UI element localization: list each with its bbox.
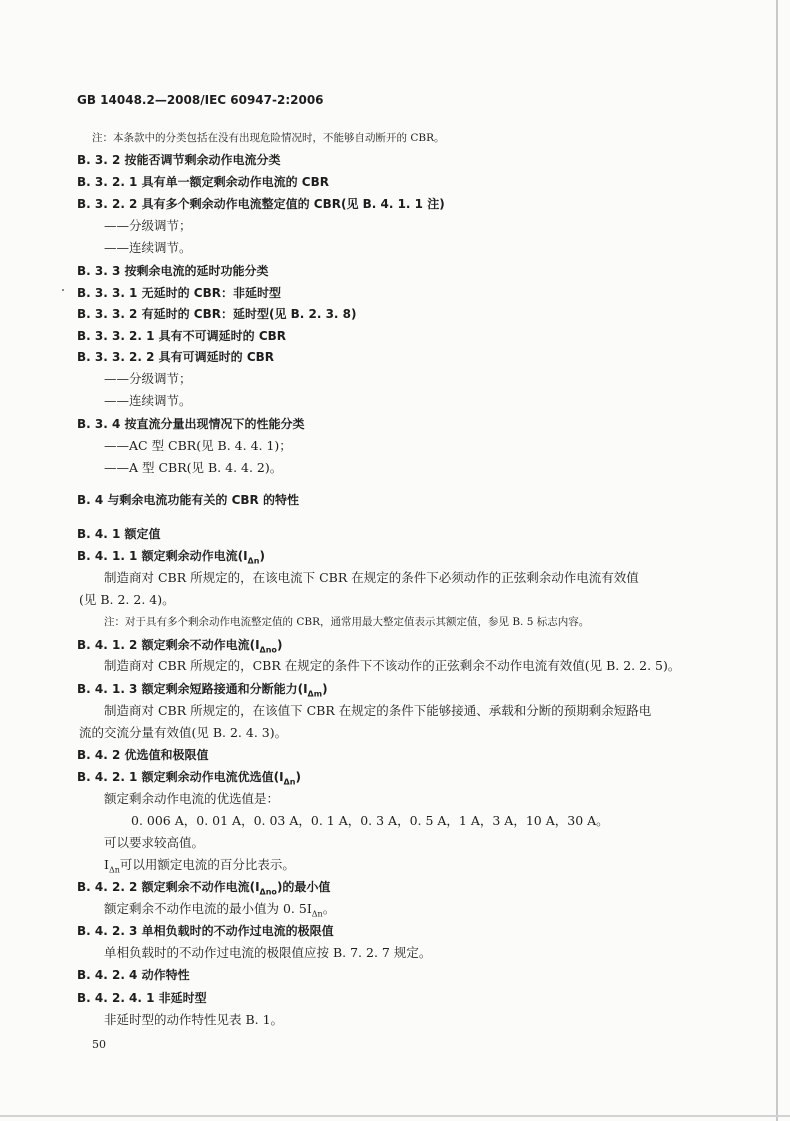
heading-b-3-2-1: B. 3. 2. 1 具有单一额定剩余动作电流的 CBR: [77, 175, 329, 189]
heading-b-3-3: B. 3. 3 按剩余电流的延时功能分类: [77, 264, 269, 278]
page-number: 50: [92, 1038, 106, 1051]
para-4: 额定剩余动作电流的优选值是：: [104, 791, 280, 806]
para-9: 非延时型的动作特性见表 B. 1。: [104, 1012, 284, 1027]
page-header: GB 14048.2—2008/IEC 60947-2:2006: [77, 93, 324, 107]
heading-b-3-2: B. 3. 2 按能否调节剩余动作电流分类: [77, 153, 281, 167]
list-4: ——连续调节。: [104, 393, 192, 408]
para-2: 制造商对 CBR 所规定的，CBR 在规定的条件下不该动作的正弦剩余不动作电流有效值(见 B. 2. 2. 5)。: [104, 658, 681, 673]
note-2: 注：对于具有多个剩余动作电流整定值的 CBR，通常用最大整定值表示其额定值，参见 B. 5 标志内容。: [104, 616, 590, 628]
heading-b-4: B. 4 与剩余电流功能有关的 CBR 的特性: [77, 493, 299, 507]
heading-b-4-2-2: B. 4. 2. 2 额定剩余不动作电流$(I_{\Delta no})$的最小值: [77, 880, 331, 897]
para-8: 单相负载时的不动作过电流的极限值应按 B. 7. 2. 7 规定。: [104, 945, 432, 960]
para-3b: 流的交流分量有效值(见 B. 2. 4. 3)。: [79, 725, 288, 740]
list-5: ——AC 型 CBR(见 B. 4. 4. 1)；: [104, 438, 292, 453]
heading-b-3-2-2: B. 3. 2. 2 具有多个剩余动作电流整定值的 CBR(见 B. 4. 1. 1 注): [77, 197, 445, 211]
heading-b-4-1-2: B. 4. 1. 2 额定剩余不动作电流$(I_{\Delta no})$: [77, 638, 283, 655]
heading-b-3-4: B. 3. 4 按直流分量出现情况下的性能分类: [77, 417, 305, 431]
list-6: ——A 型 CBR(见 B. 4. 4. 2)。: [104, 460, 283, 475]
heading-b-3-3-2: B. 3. 3. 2 有延时的 CBR：延时型(见 B. 2. 3. 8): [77, 307, 357, 321]
heading-b-4-2-4-1: B. 4. 2. 4. 1 非延时型: [77, 991, 207, 1005]
note-1: 注：本条款中的分类包括在没有出现危险情况时，不能够自动断开的 CBR。: [92, 132, 445, 144]
para-3: 制造商对 CBR 所规定的，在该值下 CBR 在规定的条件下能够接通、承载和分断的预期剩余短路电: [104, 703, 652, 718]
scan-edge-bottom: [0, 1115, 790, 1117]
heading-b-3-3-2-2: B. 3. 3. 2. 2 具有可调延时的 CBR: [77, 350, 275, 364]
list-1: ——分级调节；: [104, 218, 192, 233]
scan-speck: [62, 289, 64, 291]
para-1b: (见 B. 2. 2. 4)。: [79, 592, 175, 607]
heading-b-4-1-3: B. 4. 1. 3 额定剩余短路接通和分断能力$(I_{\Delta m})$: [77, 682, 328, 699]
heading-b-3-3-1: B. 3. 3. 1 无延时的 CBR：非延时型: [77, 286, 281, 300]
heading-b-4-2: B. 4. 2 优选值和极限值: [77, 748, 209, 762]
heading-b-4-2-1: B. 4. 2. 1 额定剩余动作电流优选值$(I_{\Delta n})$: [77, 770, 301, 787]
list-3: ——分级调节；: [104, 371, 192, 386]
heading-b-4-1: B. 4. 1 额定值: [77, 527, 161, 541]
heading-b-3-3-2-1: B. 3. 3. 2. 1 具有不可调延时的 CBR: [77, 329, 287, 343]
list-2: ——连续调节。: [104, 240, 192, 255]
para-6: $I_{\Delta n}$可以用额定电流的百分比表示。: [104, 857, 295, 875]
values: 0. 006 A，0. 01 A，0. 03 A，0. 1 A，0. 3 A，0. 5 A，1 A，3 A，10 A，30 A。: [131, 813, 609, 828]
heading-b-4-2-3: B. 4. 2. 3 单相负载时的不动作过电流的极限值: [77, 924, 334, 938]
para-5: 可以要求较高值。: [104, 835, 205, 850]
heading-b-4-1-1: B. 4. 1. 1 额定剩余动作电流$(I_{\Delta n})$: [77, 549, 265, 566]
para-1: 制造商对 CBR 所规定的，在该电流下 CBR 在规定的条件下必须动作的正弦剩余动作电流有效值: [104, 570, 639, 585]
heading-b-4-2-4: B. 4. 2. 4 动作特性: [77, 968, 190, 982]
para-7: 额定剩余不动作电流的最小值为 0. $5I_{\Delta n}$。: [104, 901, 336, 919]
scan-edge-right: [776, 0, 778, 1121]
